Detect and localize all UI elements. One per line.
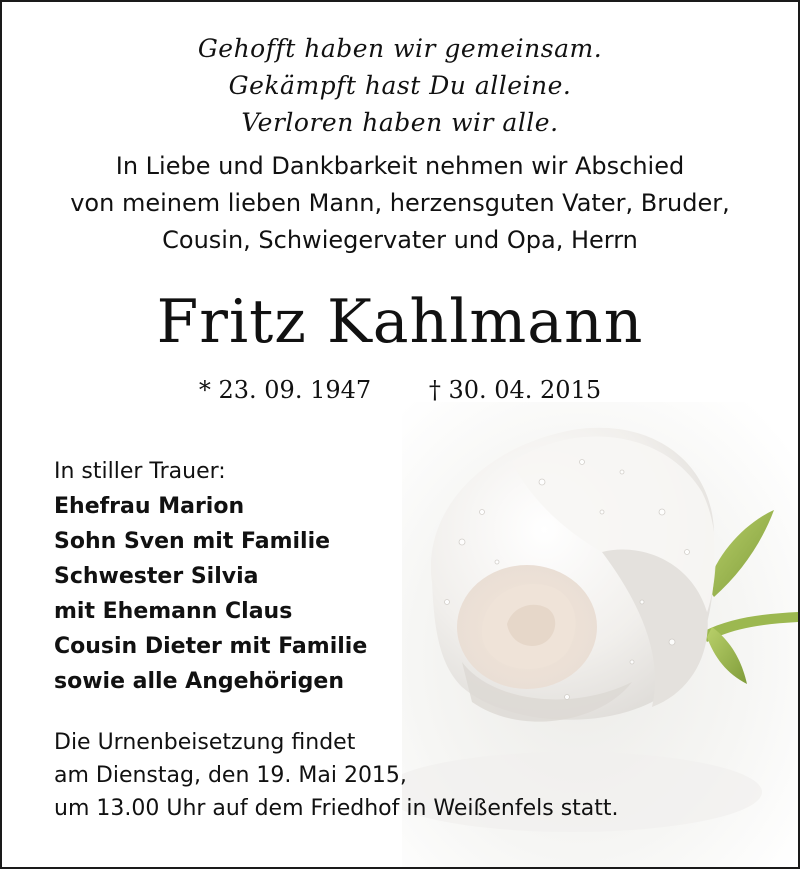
poem-line: Gehofft haben wir gemeinsam. [197,34,603,63]
burial-line: Die Urnenbeisetzung findet [54,730,356,755]
farewell-intro [2,148,798,259]
death-date: † 30. 04. 2015 [428,376,602,404]
burial-line: am Dienstag, den 19. Mai 2015, [54,763,407,788]
life-dates [2,374,798,406]
intro-line: von meinem lieben Mann, herzensguten Vater, Bruder, [70,189,730,217]
mourner-name: Sohn Sven mit Familie [54,529,331,554]
mourners-list [54,454,367,699]
poem-line: Gekämpft hast Du alleine. [228,71,572,100]
mourner-name: Ehefrau Marion [54,494,245,519]
mourner-name: sowie alle Angehörigen [54,669,345,694]
mourner-name: mit Ehemann Claus [54,599,293,624]
burial-info [54,726,619,825]
intro-line: In Liebe und Dankbarkeit nehmen wir Abschied [115,152,685,180]
deceased-name: Fritz Kahlmann [156,287,644,357]
burial-line: um 13.00 Uhr auf dem Friedhof in Weißenfels statt. [54,796,619,821]
mourner-name: Cousin Dieter mit Familie [54,634,368,659]
birth-date: * 23. 09. 1947 [198,376,372,404]
poem-line: Verloren haben wir alle. [241,108,559,137]
mourners-lead: In stiller Trauer: [54,459,226,484]
mourner-name: Schwester Silvia [54,564,259,589]
intro-line: Cousin, Schwiegervater und Opa, Herrn [162,226,638,254]
poem-verse [2,30,798,141]
